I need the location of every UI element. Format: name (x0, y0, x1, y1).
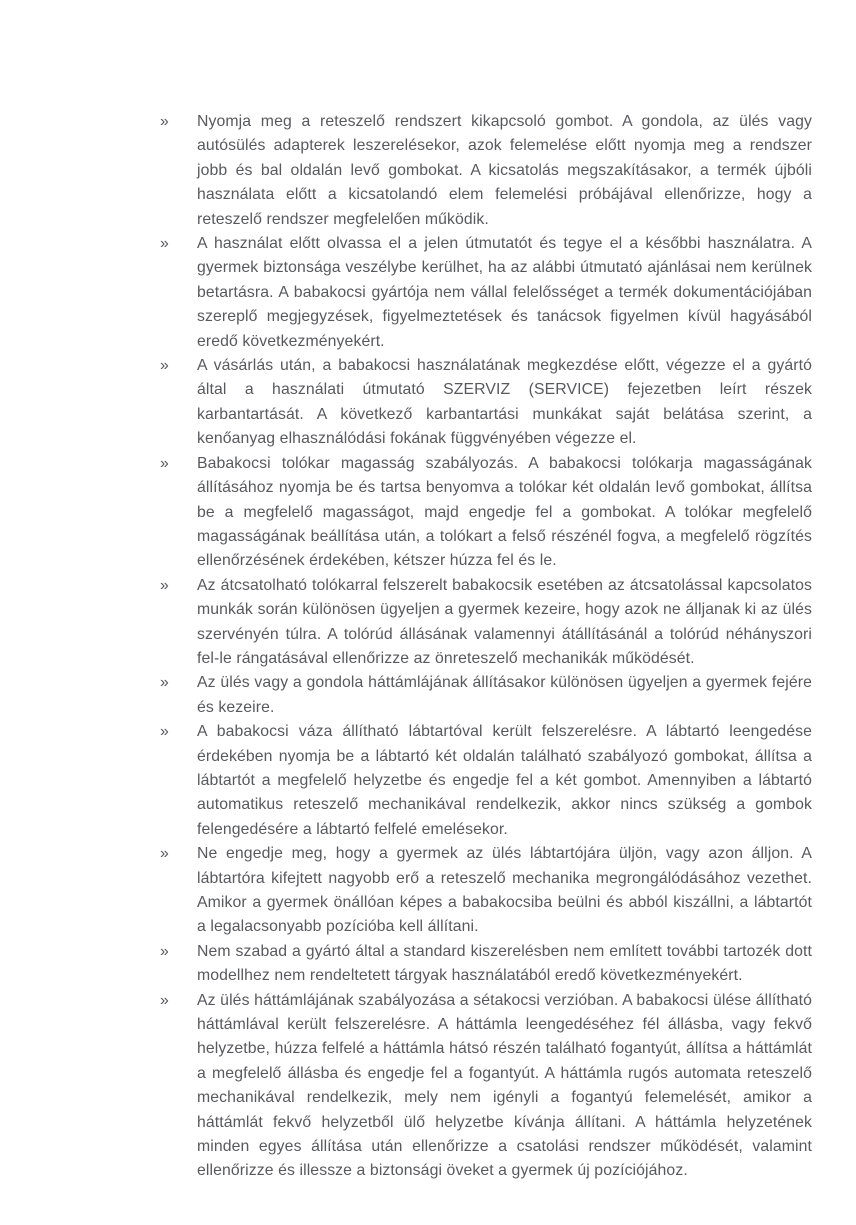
list-item (160, 232, 812, 354)
list-item (160, 354, 812, 452)
list-item (160, 574, 812, 672)
list-item (160, 452, 812, 574)
list-item-text: Az ülés háttámlájának szabályozása a sétakocsi verzióban. A babakocsi ülése állítható háttámlával került felszerelésre. A háttámla leengedéséhez fél állásba, vagy fekvő helyzetbe, húzza felfelé a háttámla hátsó részén található fogantyút, állítsa a háttámlát a megfelelő állásba és engedje fel a fogantyút. A háttámla rugós automata reteszelő mechanikával rendelkezik, mely nem igényli a fogantyú felemelését, amikor a háttámlát fekvő helyzetből ülő helyzetbe kívánja állítani. A háttámla helyzetének minden egyes állítása után ellenőrizze a csatolási rendszer működését, valamint ellenőrizze és illessze a biztonsági öveket a gyermek új pozíciójához. (197, 991, 812, 1180)
list-item (160, 110, 812, 232)
bullet-marker: » (160, 357, 169, 375)
bullet-marker: » (160, 454, 169, 472)
bullet-marker: » (160, 235, 169, 253)
list-item-text: Babakocsi tolókar magasság szabályozás. A babakocsi tolókarja magasságának állításához nyomja be és tartsa benyomva a tolókar két oldalán levő gombokat, állítsa be a megfelelő magasságot, majd engedje fel a gombokat. A tolókar megfelelő magasságának beállítása után, a tolókart a felső részénél fogva, a megfelelő rögzítés ellenőrzésének érdekében, kétszer húzza fel és le. (197, 454, 812, 570)
bullet-marker: » (160, 845, 169, 863)
list-item (160, 671, 812, 720)
bullet-marker: » (160, 674, 169, 692)
bullet-marker: » (160, 991, 169, 1009)
bullet-marker: » (160, 942, 169, 960)
bullet-marker: » (160, 576, 169, 594)
list-item-text: A használat előtt olvassa el a jelen útmutatót és tegye el a későbbi használatra. A gyermek biztonsága veszélybe kerülhet, ha az alábbi útmutató ajánlásai nem kerülnek betartásra. A babakocsi gyártója nem vállal felelősséget a termék dokumentációjában szereplő megjegyzések, figyelmeztetések és tanácsok figyelmen kívül hagyásából eredő következményekért. (197, 235, 812, 350)
bullet-marker: » (160, 723, 169, 741)
list-item (160, 842, 812, 940)
list-item-text: A vásárlás után, a babakocsi használatának megkezdése előtt, végezze el a gyártó által a használati útmutató SZERVIZ (SERVICE) fejezetben leírt részek karbantartását. A következő karbantartási munkákat saját belátása szerint, a kenőanyag elhasználódási fokának függvényében végezze el. (197, 357, 812, 448)
list-item-text: Nyomja meg a reteszelő rendszert kikapcsoló gombot. A gondola, az ülés vagy autósülés adapterek leszerelésekor, azok felemelése előtt nyomja meg a rendszer jobb és bal oldalán levő gombokat. A kicsatolás megszakításakor, a termék újbóli használata előtt a kicsatolandó elem felemelési próbájával ellenőrizze, hogy a reteszelő rendszer megfelelően működik. (197, 113, 812, 228)
list-item (160, 720, 812, 842)
list-item-text: Az ülés vagy a gondola háttámlájának állításakor különösen ügyeljen a gyermek fejére és kezeire. (197, 674, 812, 716)
bullet-marker: » (160, 113, 169, 130)
list-item-text: Az átcsatolható tolókarral felszerelt babakocsik esetében az átcsatolással kapcsolatos munkák során különösen ügyeljen a gyermek kezeire, hogy azok ne álljanak ki az ülés szervényén túlra. A tolórúd állásának valamennyi átállításánál a tolórúd néhányszori fel-le rángatásával ellenőrizze az önreteszelő mechanikák működését. (197, 576, 812, 667)
list-item-text: Nem szabad a gyártó által a standard kiszerelésben nem említett további tartozék dott modellhez nem rendeltetett tárgyak használatából eredő következményekért. (197, 942, 812, 985)
list-item (160, 940, 812, 989)
list-item-text: Ne engedje meg, hogy a gyermek az ülés lábtartójára üljön, vagy azon álljon. A lábtartóra kifejtett nagyobb erő a reteszelő mechanika megrongálódásához vezethet. Amikor a gyermek önállóan képes a babakocsiba beülni és abból kiszállni, a lábtartót a legalacsonyabb pozícióba kell állítani. (197, 845, 812, 936)
list-item (160, 989, 812, 1184)
list-item-text: A babakocsi váza állítható lábtartóval került felszerelésre. A lábtartó leengedése érdekében nyomja be a lábtartó két oldalán található szabályozó gombokat, állítsa a lábtartót a megfelelő helyzetbe és engedje fel a két gombot. Amennyiben a lábtartó automatikus reteszelő mechanikával rendelkezik, akkor nincs szükség a gombok felengedésére a lábtartó felfelé emelésekor. (197, 723, 812, 838)
bullet-list (160, 110, 812, 1184)
